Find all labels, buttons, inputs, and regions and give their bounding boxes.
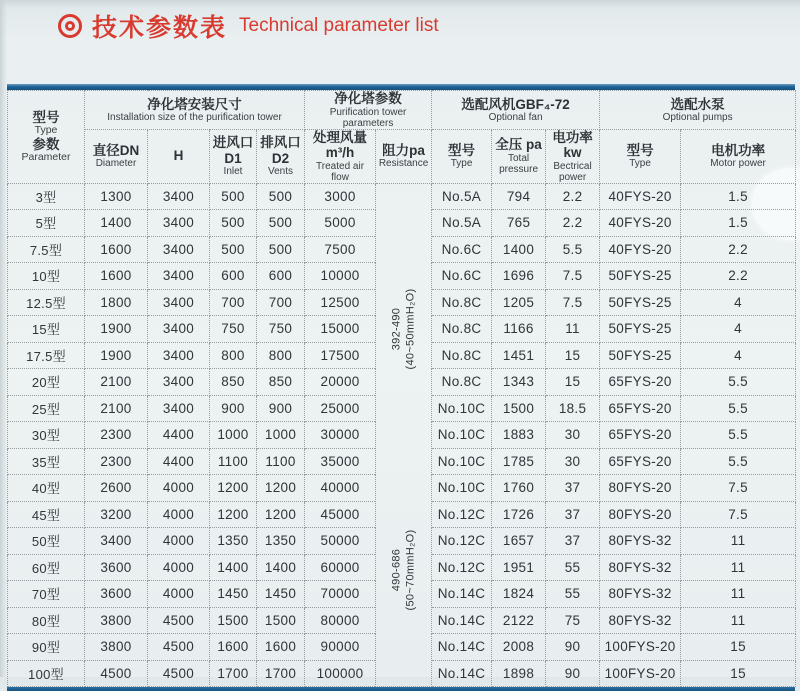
value-cell: 4000 <box>148 528 210 555</box>
value-cell: 10000 <box>305 263 376 290</box>
value-cell: 2.2 <box>681 263 796 290</box>
value-cell: 3400 <box>148 369 210 396</box>
model-cell: 12.5型 <box>8 289 85 316</box>
sub-header-zh: 阻力pa <box>382 142 425 158</box>
value-cell: 90000 <box>305 634 376 661</box>
value-cell: 500 <box>257 183 305 210</box>
model-cell: 7.5型 <box>8 236 85 263</box>
group-installation-size <box>85 91 305 130</box>
value-cell: 100000 <box>305 660 376 687</box>
value-cell: 850 <box>210 369 257 396</box>
value-cell: 11 <box>681 528 796 555</box>
value-cell: 750 <box>257 316 305 343</box>
value-cell: 4400 <box>148 422 210 449</box>
table-header <box>8 91 796 184</box>
value-cell: 55 <box>546 581 600 608</box>
value-cell: 1000 <box>210 422 257 449</box>
value-cell: 7500 <box>305 236 376 263</box>
value-cell: 65FYS-20 <box>600 395 681 422</box>
value-cell: 11 <box>681 581 796 608</box>
value-cell: 100FYS-20 <box>600 660 681 687</box>
sub-header-zh: 电功率kw <box>552 129 593 161</box>
value-cell: 7.5 <box>546 263 600 290</box>
value-cell: 5.5 <box>681 448 796 475</box>
value-cell: 4 <box>681 289 796 316</box>
value-cell: 1200 <box>257 475 305 502</box>
value-cell: No.10C <box>432 395 492 422</box>
value-cell: No.14C <box>432 581 492 608</box>
value-cell: 3400 <box>148 210 210 237</box>
value-cell: 30 <box>546 448 600 475</box>
value-cell: 1200 <box>210 501 257 528</box>
header-parameter-en: Parameter <box>21 151 71 164</box>
group-tower-zh: 净化塔参数 <box>334 91 402 106</box>
value-cell: No.12C <box>432 528 492 555</box>
value-cell: 70000 <box>305 581 376 608</box>
value-cell: 90 <box>546 660 600 687</box>
page-title-zh: 技术参数表 <box>92 14 228 42</box>
value-cell: 40FYS-20 <box>600 210 681 237</box>
model-cell: 90型 <box>8 634 85 661</box>
group-fan-zh: 选配风机GBF₄-72 <box>461 96 570 112</box>
sub-header-en: Total pressure <box>499 152 538 175</box>
sub-header-en: Resistance <box>378 158 429 170</box>
resistance-range-label: 490-686 (50~70mmH₂O) <box>390 530 417 611</box>
group-tower-parameters <box>305 91 432 130</box>
model-cell: 5型 <box>8 210 85 237</box>
value-cell: 50FYS-25 <box>600 342 681 369</box>
value-cell: 37 <box>546 528 600 555</box>
value-cell: 65FYS-20 <box>600 422 681 449</box>
model-cell: 50型 <box>8 528 85 555</box>
page-title-en: Technical parameter list <box>239 15 439 36</box>
value-cell: 2100 <box>85 395 148 422</box>
value-cell: 1400 <box>257 554 305 581</box>
value-cell: 12500 <box>305 289 376 316</box>
value-cell: 50FYS-25 <box>600 263 681 290</box>
value-cell: 3000 <box>305 183 376 210</box>
value-cell: 2008 <box>492 634 546 661</box>
value-cell: 25000 <box>305 395 376 422</box>
value-cell: 5.5 <box>681 422 796 449</box>
header-model-parameter <box>8 91 85 184</box>
value-cell: 1700 <box>257 660 305 687</box>
value-cell: 4000 <box>148 581 210 608</box>
sub-header-en: Diameter <box>95 158 137 170</box>
value-cell: 80FYS-32 <box>600 581 681 608</box>
value-cell: No.10C <box>432 422 492 449</box>
value-cell: 3800 <box>85 634 148 661</box>
value-cell: 1600 <box>85 263 148 290</box>
table-bottom-rule <box>7 687 795 691</box>
sub-header-en: Type <box>450 158 473 170</box>
value-cell: No.8C <box>432 369 492 396</box>
value-cell: 1450 <box>210 581 257 608</box>
model-cell: 80型 <box>8 607 85 634</box>
value-cell: 1350 <box>257 528 305 555</box>
model-cell: 60型 <box>8 554 85 581</box>
value-cell: 4000 <box>148 554 210 581</box>
value-cell: 1760 <box>492 475 546 502</box>
sub-header-col-2 <box>210 129 257 183</box>
value-cell: 17500 <box>305 342 376 369</box>
sub-header-zh: 型号 <box>626 142 654 158</box>
value-cell: 1.5 <box>681 210 796 237</box>
sub-header-zh: 进风口D1 <box>212 135 254 166</box>
value-cell: 1100 <box>210 448 257 475</box>
value-cell: 850 <box>257 369 305 396</box>
value-cell: No.6C <box>432 263 492 290</box>
value-cell: 600 <box>257 263 305 290</box>
sub-header-zh: 直径DN <box>92 142 140 158</box>
value-cell: 800 <box>210 342 257 369</box>
value-cell: 5000 <box>305 210 376 237</box>
group-installation-zh: 净化塔安装尺寸 <box>147 96 242 112</box>
value-cell: 1450 <box>257 581 305 608</box>
sub-header-col-0 <box>85 129 148 183</box>
value-cell: No.8C <box>432 289 492 316</box>
value-cell: 700 <box>257 289 305 316</box>
group-pumps-zh: 选配水泵 <box>670 96 725 112</box>
value-cell: 900 <box>210 395 257 422</box>
value-cell: 1343 <box>492 369 546 396</box>
value-cell: 2300 <box>85 422 148 449</box>
value-cell: 900 <box>257 395 305 422</box>
group-pumps-en: Optional pumps <box>662 112 733 124</box>
value-cell: No.5A <box>432 183 492 210</box>
group-installation-en: Installation size of the purification tower <box>107 112 282 124</box>
sub-header-col-1 <box>148 129 210 183</box>
value-cell: 80FYS-32 <box>600 554 681 581</box>
value-cell: 1000 <box>257 422 305 449</box>
table-row <box>8 183 796 210</box>
scan-edge-shade-top <box>0 0 800 8</box>
value-cell: 2.2 <box>681 236 796 263</box>
page-title <box>58 8 439 44</box>
group-optional-fan <box>432 91 600 130</box>
value-cell: 2300 <box>85 448 148 475</box>
sub-header-en: Motor power <box>710 158 766 170</box>
value-cell: 1800 <box>85 289 148 316</box>
value-cell: 1200 <box>210 475 257 502</box>
value-cell: 1350 <box>210 528 257 555</box>
value-cell: 750 <box>210 316 257 343</box>
value-cell: 1657 <box>492 528 546 555</box>
value-cell: 100FYS-20 <box>600 634 681 661</box>
sub-header-col-4 <box>305 129 376 183</box>
value-cell: 4 <box>681 316 796 343</box>
value-cell: No.8C <box>432 342 492 369</box>
value-cell: 11 <box>546 316 600 343</box>
value-cell: 15000 <box>305 316 376 343</box>
value-cell: 1500 <box>257 607 305 634</box>
value-cell: No.14C <box>432 607 492 634</box>
sub-header-col-5 <box>376 129 432 183</box>
value-cell: 4500 <box>148 634 210 661</box>
sub-header-en: Treated air flow <box>316 160 365 183</box>
sub-header-col-6 <box>432 129 492 183</box>
value-cell: 2.2 <box>546 210 600 237</box>
header-model-zh: 型号 <box>32 109 60 125</box>
value-cell: 65FYS-20 <box>600 369 681 396</box>
value-cell: 90 <box>546 634 600 661</box>
value-cell: 1898 <box>492 660 546 687</box>
value-cell: No.6C <box>432 236 492 263</box>
header-parameter-zh: 参数 <box>32 136 60 152</box>
value-cell: 765 <box>492 210 546 237</box>
value-cell: 2600 <box>85 475 148 502</box>
value-cell: 11 <box>681 554 796 581</box>
value-cell: 80FYS-20 <box>600 501 681 528</box>
value-cell: 1100 <box>257 448 305 475</box>
value-cell: 4000 <box>148 475 210 502</box>
model-cell: 35型 <box>8 448 85 475</box>
model-cell: 100型 <box>8 660 85 687</box>
value-cell: 500 <box>210 210 257 237</box>
model-cell: 10型 <box>8 263 85 290</box>
value-cell: 3400 <box>148 289 210 316</box>
value-cell: 65FYS-20 <box>600 448 681 475</box>
value-cell: No.5A <box>432 210 492 237</box>
value-cell: 4400 <box>148 448 210 475</box>
value-cell: 1900 <box>85 316 148 343</box>
value-cell: 5.5 <box>546 236 600 263</box>
sub-header-en: Vents <box>268 166 294 178</box>
value-cell: 1205 <box>492 289 546 316</box>
value-cell: 3600 <box>85 581 148 608</box>
value-cell: 3400 <box>148 395 210 422</box>
value-cell: 4500 <box>148 660 210 687</box>
value-cell: 11 <box>681 607 796 634</box>
value-cell: 80FYS-32 <box>600 607 681 634</box>
value-cell: 80FYS-20 <box>600 475 681 502</box>
value-cell: 37 <box>546 501 600 528</box>
value-cell: 1451 <box>492 342 546 369</box>
model-cell: 17.5型 <box>8 342 85 369</box>
value-cell: 2122 <box>492 607 546 634</box>
value-cell: 80FYS-32 <box>600 528 681 555</box>
value-cell: No.14C <box>432 660 492 687</box>
double-circle-icon <box>58 14 82 38</box>
value-cell: 1951 <box>492 554 546 581</box>
value-cell: 1824 <box>492 581 546 608</box>
value-cell: 80000 <box>305 607 376 634</box>
value-cell: 4 <box>681 342 796 369</box>
value-cell: 3400 <box>148 263 210 290</box>
value-cell: 700 <box>210 289 257 316</box>
header-model-en: Type <box>34 124 58 137</box>
sub-header-col-7 <box>492 129 546 183</box>
value-cell: 1785 <box>492 448 546 475</box>
value-cell: 1300 <box>85 183 148 210</box>
value-cell: 3400 <box>148 342 210 369</box>
value-cell: 3400 <box>148 316 210 343</box>
value-cell: No.10C <box>432 448 492 475</box>
value-cell: 18.5 <box>546 395 600 422</box>
value-cell: 50FYS-25 <box>600 289 681 316</box>
model-cell: 40型 <box>8 475 85 502</box>
model-cell: 3型 <box>8 183 85 210</box>
technical-parameter-table <box>7 90 796 687</box>
value-cell: 4500 <box>85 660 148 687</box>
value-cell: 3200 <box>85 501 148 528</box>
sub-header-zh: 全压 pa <box>495 137 542 153</box>
group-tower-en: Purification tower parameters <box>329 106 407 129</box>
model-cell: 70型 <box>8 581 85 608</box>
value-cell: 1600 <box>85 236 148 263</box>
value-cell: 75 <box>546 607 600 634</box>
sub-header-en: Bectrical power <box>553 160 592 183</box>
value-cell: 2100 <box>85 369 148 396</box>
value-cell: 1900 <box>85 342 148 369</box>
value-cell: 1600 <box>210 634 257 661</box>
value-cell: 15 <box>546 369 600 396</box>
value-cell: 1696 <box>492 263 546 290</box>
value-cell: 1400 <box>492 236 546 263</box>
value-cell: 5.5 <box>681 395 796 422</box>
value-cell: 50000 <box>305 528 376 555</box>
group-optional-pumps <box>600 91 796 130</box>
value-cell: 37 <box>546 475 600 502</box>
value-cell: 1.5 <box>681 183 796 210</box>
value-cell: 1200 <box>257 501 305 528</box>
value-cell: No.12C <box>432 554 492 581</box>
model-cell: 45型 <box>8 501 85 528</box>
value-cell: 1500 <box>492 395 546 422</box>
value-cell: 7.5 <box>681 475 796 502</box>
value-cell: 35000 <box>305 448 376 475</box>
sub-header-zh: H <box>173 148 184 164</box>
sub-header-zh: 型号 <box>448 142 476 158</box>
value-cell: 500 <box>257 236 305 263</box>
value-cell: 45000 <box>305 501 376 528</box>
value-cell: 15 <box>681 634 796 661</box>
value-cell: 1500 <box>210 607 257 634</box>
value-cell: 600 <box>210 263 257 290</box>
value-cell: 1400 <box>85 210 148 237</box>
parameter-table-wrap <box>7 84 795 691</box>
scan-edge-shade-left <box>0 0 7 677</box>
sub-header-zh: 电机功率 <box>711 142 766 158</box>
group-fan-en: Optional fan <box>488 112 543 124</box>
sub-header-col-10 <box>681 129 796 183</box>
value-cell: 3800 <box>85 607 148 634</box>
value-cell: 4000 <box>148 501 210 528</box>
value-cell: No.12C <box>432 501 492 528</box>
value-cell: 3400 <box>148 236 210 263</box>
value-cell: No.14C <box>432 634 492 661</box>
sub-header-col-8 <box>546 129 600 183</box>
value-cell: 55 <box>546 554 600 581</box>
sub-header-en: Type <box>629 158 651 170</box>
value-cell: 60000 <box>305 554 376 581</box>
model-cell: 20型 <box>8 369 85 396</box>
value-cell: 7.5 <box>681 501 796 528</box>
value-cell: 500 <box>210 183 257 210</box>
value-cell: No.10C <box>432 475 492 502</box>
value-cell: 800 <box>257 342 305 369</box>
value-cell: 2.2 <box>546 183 600 210</box>
value-cell: 1166 <box>492 316 546 343</box>
sub-header-row <box>8 129 796 183</box>
table-body <box>8 183 796 687</box>
sub-header-col-3 <box>257 129 305 183</box>
resistance-cell <box>376 183 432 687</box>
value-cell: 500 <box>257 210 305 237</box>
value-cell: 50FYS-25 <box>600 316 681 343</box>
model-cell: 25型 <box>8 395 85 422</box>
value-cell: 1700 <box>210 660 257 687</box>
value-cell: 1883 <box>492 422 546 449</box>
value-cell: 1400 <box>210 554 257 581</box>
value-cell: 3400 <box>85 528 148 555</box>
sub-header-zh: 处理风量m³/h <box>313 129 368 161</box>
value-cell: No.8C <box>432 316 492 343</box>
sub-header-en: Inlet <box>223 166 243 178</box>
value-cell: 40000 <box>305 475 376 502</box>
value-cell: 20000 <box>305 369 376 396</box>
resistance-range-label: 392-490 (40~50mmH₂O) <box>390 288 417 370</box>
value-cell: 3400 <box>148 183 210 210</box>
value-cell: 1726 <box>492 501 546 528</box>
value-cell: 15 <box>546 342 600 369</box>
value-cell: 30000 <box>305 422 376 449</box>
model-cell: 30型 <box>8 422 85 449</box>
value-cell: 3600 <box>85 554 148 581</box>
value-cell: 15 <box>681 660 796 687</box>
value-cell: 794 <box>492 183 546 210</box>
sub-header-zh: 排风口D2 <box>260 135 301 166</box>
value-cell: 4500 <box>148 607 210 634</box>
value-cell: 7.5 <box>546 289 600 316</box>
value-cell: 40FYS-20 <box>600 236 681 263</box>
value-cell: 30 <box>546 422 600 449</box>
value-cell: 1600 <box>257 634 305 661</box>
model-cell: 15型 <box>8 316 85 343</box>
sub-header-col-9 <box>600 129 681 183</box>
value-cell: 5.5 <box>681 369 796 396</box>
value-cell: 500 <box>210 236 257 263</box>
value-cell: 40FYS-20 <box>600 183 681 210</box>
